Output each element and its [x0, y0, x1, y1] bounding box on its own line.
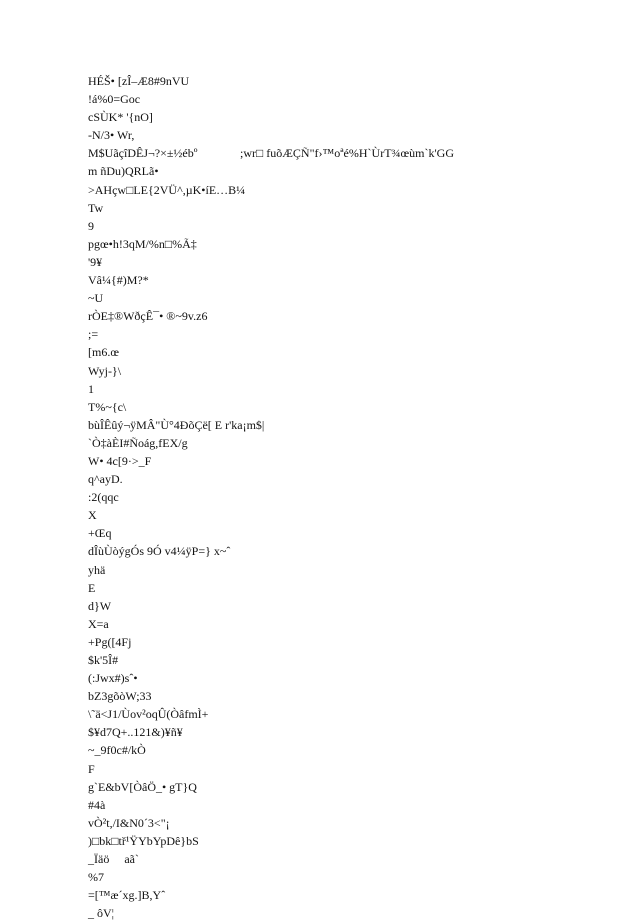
text-line: E [88, 580, 96, 595]
text-line: Wyj-}\ [88, 363, 122, 378]
text-line: X [88, 508, 97, 523]
text-segment-right: ;wr□ fuõÆÇÑ"f›™oªé%H`ÙrT¾œùm`k'GG [240, 146, 455, 161]
text-line: (:Jwx#)sˆ• [88, 671, 138, 686]
text-line: bùÎÊûý¬ÿMÂ"Ù°4ÐõÇë[ E r'ka¡m$| [88, 417, 265, 432]
text-line: rÒE‡®WðçÊ¯• ®~9v.z6 [88, 309, 208, 324]
text-line: +Pg([4Fj [88, 634, 132, 649]
text-line: bZ3gõòW;33 [88, 689, 152, 704]
text-line: m ñDu)QRLã• [88, 164, 159, 179]
text-line: T%~{c\ [88, 399, 127, 414]
text-line: %7 [88, 870, 104, 885]
text-line: '9¥ [88, 254, 103, 269]
text-line: #4à [88, 797, 106, 812]
text-line: ~U [88, 291, 104, 306]
text-line: -N/3• Wr, [88, 128, 135, 143]
text-line: 9 [88, 218, 94, 233]
text-line: )□bk□tř¹ŸYbYpDê}bS [88, 833, 199, 848]
text-line: +Œq [88, 526, 112, 541]
text-line: pgœ•h!3qM/%n□%Ã‡ [88, 236, 197, 251]
text-line: dÎùÙòýgÓs 9Ó v4¼ÿP=} x~ˆ [88, 544, 231, 559]
text-line: HÉŠ• [zÎ–Æ8#9nVU [88, 74, 190, 88]
text-line: =[™æ´xg.]B,Yˆ [88, 888, 166, 903]
text-line: _Ïäö aã` [88, 852, 139, 867]
text-line: :2(qqc [88, 490, 119, 505]
text-line: q^ayD. [88, 472, 123, 487]
text-line: $¥d7Q+..121&)¥ñ¥ [88, 725, 183, 740]
text-line: ;= [88, 327, 99, 342]
text-line: g`E&bV[ÒâÖ_• gT}Q [88, 779, 197, 794]
text-line: [m6.œ [88, 345, 119, 360]
text-line: yhä [88, 562, 106, 577]
document-body [88, 72, 608, 922]
text-line: _ ôV¦ [88, 906, 115, 921]
text-line: `Ò‡àÈI#Ñoág,fEX/g [88, 435, 188, 450]
text-line: !á%0=Goc [88, 92, 141, 107]
text-line: W• 4c[9·>_F [88, 453, 152, 468]
text-line: cSÙK* '{nO] [88, 110, 153, 125]
text-line: 1 [88, 381, 94, 396]
text-line: ~_9f0c#/kÒ [88, 743, 146, 758]
text-line: Vâ¼{#)M?* [88, 273, 149, 288]
text-line: Tw [88, 200, 104, 215]
text-line [88, 144, 608, 162]
text-line: vÒ²t,/I&N0´3<"¡ [88, 815, 170, 830]
text-line: d}W [88, 598, 112, 613]
text-line: F [88, 761, 95, 776]
text-line: \˜ä<J1/Ùov²oqÛ(ÒâfmÌ+ [88, 707, 209, 722]
text-segment-left: M$UãçîDÊJ¬?×±½ébº [88, 146, 198, 161]
text-line: $k'5Î# [88, 653, 119, 667]
text-line: X=a [88, 616, 109, 631]
text-line: >AHçw□LE{2VÜ^,µK•íE…B¼ [88, 182, 246, 197]
